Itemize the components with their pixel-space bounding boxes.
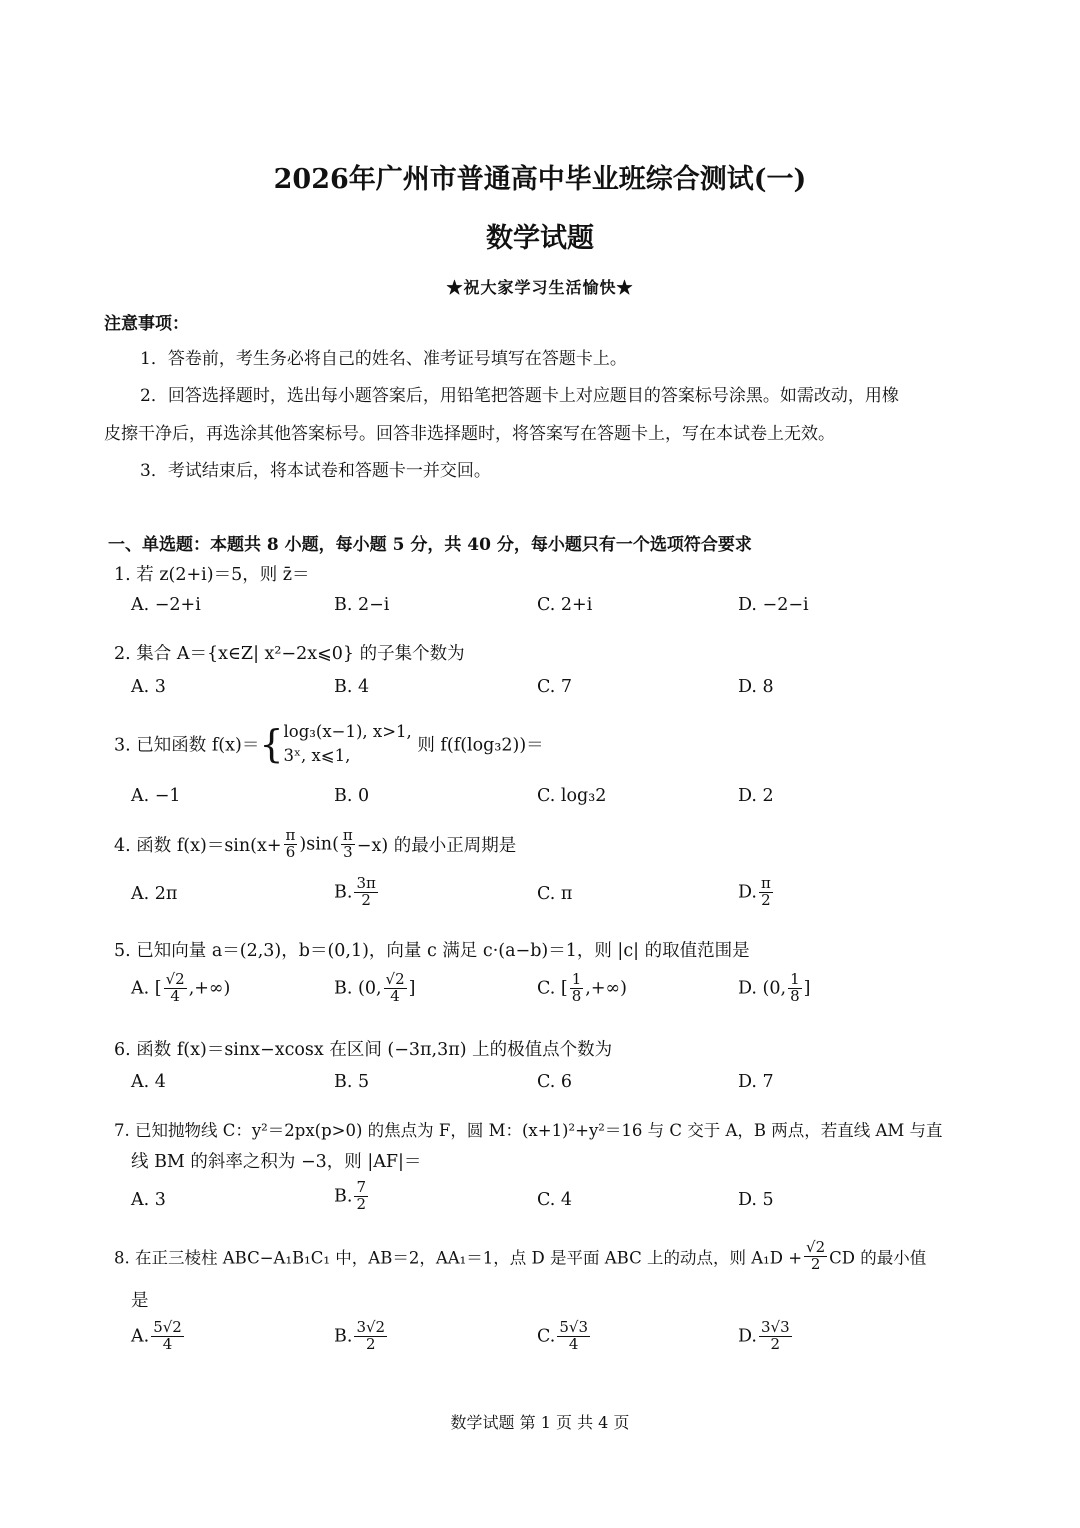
q5-option-a-pre: A. [: [131, 978, 162, 999]
q4-frac-2: [341, 828, 355, 861]
q8-option-a: [131, 1320, 186, 1353]
q8-option-c: [537, 1320, 592, 1353]
q8-option-a-label: A.: [131, 1326, 150, 1347]
q7-option-b-den: 2: [356, 1194, 366, 1213]
q8-option-b-label: B.: [334, 1326, 353, 1347]
q4-option-d-num: π: [760, 874, 771, 892]
question-4-stem: [114, 828, 516, 861]
q8-option-b-num: 3√2: [356, 1318, 386, 1336]
q7-option-b-label: B.: [334, 1186, 353, 1207]
q5-option-a-num: √2: [165, 970, 185, 988]
q8-option-b: [334, 1320, 389, 1353]
q4-option-b-den: 2: [361, 890, 371, 909]
q8-option-a-num: 5√2: [153, 1318, 182, 1336]
question-7-stem-line2: 线 BM 的斜率之积为 −3，则 |AF|＝: [131, 1152, 422, 1172]
section-heading: 一、单选题：本题共 8 小题，每小题 5 分，共 40 分，每小题只有一个选项符合要求: [108, 535, 752, 555]
question-3-stem: [114, 720, 544, 768]
q1-option-a: A. −2+i: [131, 595, 201, 615]
q6-option-a: A. 4: [131, 1072, 166, 1092]
q3-stem-prefix: 3. 已知函数 f(x)＝: [114, 735, 260, 756]
note-item-2a: 2．回答选择题时，选出每小题答案后，用铅笔把答题卡上对应题目的答案标号涂黑。如需改动，用橡: [140, 386, 899, 406]
question-8-stem-line1: [114, 1240, 926, 1273]
q4-frac-2-den: 3: [343, 842, 353, 861]
q3-option-b: B. 0: [334, 786, 370, 806]
q8-stem-suffix: CD 的最小值: [829, 1248, 927, 1268]
q1-option-b: B. 2−i: [334, 595, 390, 615]
q4-option-b-num: 3π: [356, 874, 376, 892]
q8-option-c-den: 4: [568, 1334, 579, 1353]
q4-frac-1-num: π: [285, 826, 296, 844]
note-item-1: 1．答卷前，考生务必将自己的姓名、准考证号填写在答题卡上。: [140, 349, 627, 369]
q4-stem-prefix: 4. 函数 f(x)＝sin(x+: [114, 835, 282, 856]
q5-option-d-num: 1: [790, 970, 800, 988]
q5-option-c: [537, 972, 627, 1005]
exam-subtitle: 数学试题: [486, 223, 594, 254]
q8-option-b-den: 2: [365, 1334, 376, 1353]
q4-option-c: C. π: [537, 884, 573, 904]
piecewise-brace: {: [259, 721, 284, 766]
q8-option-c-label: C.: [537, 1326, 556, 1347]
q8-option-d-label: D.: [738, 1326, 757, 1347]
q4-option-b: [334, 876, 380, 909]
q5-option-b-den: 4: [390, 986, 400, 1005]
q8-option-d-frac: [759, 1320, 792, 1353]
q3-stem-suffix: 则 f(f(log₃2))＝: [417, 735, 544, 756]
q4-stem-suffix: −x) 的最小正周期是: [356, 835, 517, 856]
q4-option-a: A. 2π: [131, 884, 178, 904]
q3-option-a: A. −1: [131, 786, 181, 806]
q2-option-d: D. 8: [738, 677, 774, 697]
q5-option-b: [334, 972, 415, 1005]
q4-frac-1: [284, 828, 298, 861]
q7-option-c: C. 4: [537, 1190, 573, 1210]
q5-option-b-frac: [384, 972, 407, 1005]
q3-piece-2: 3ˣ, x⩽1,: [283, 745, 351, 765]
q3-option-d: D. 2: [738, 786, 774, 806]
q8-stem-prefix: 8. 在正三棱柱 ABC−A₁B₁C₁ 中，AB＝2，AA₁＝1，点 D 是平面 ABC 上的动点，则 A₁D +: [114, 1248, 803, 1268]
q8-stem-frac-den: 2: [810, 1254, 821, 1273]
q7-option-b-frac: [354, 1180, 368, 1213]
q8-option-a-den: 4: [162, 1334, 173, 1353]
q3-piece-1: log₃(x−1), x>1,: [283, 722, 412, 741]
question-2-stem: 2. 集合 A＝{x∈Z| x²−2x⩽0} 的子集个数为: [114, 644, 465, 664]
q5-option-a-frac: [164, 972, 187, 1005]
question-8-stem-line2: 是: [131, 1291, 149, 1311]
q5-option-a: [131, 972, 230, 1005]
q2-option-a: A. 3: [131, 677, 166, 697]
q5-option-c-pre: C. [: [537, 978, 568, 999]
q5-option-c-frac: [570, 972, 584, 1005]
q5-option-b-post: ]: [408, 978, 416, 999]
question-7-stem-line1: 7. 已知抛物线 C：y²＝2px(p>0) 的焦点为 F，圆 M：(x+1)²+y²＝16 与 C 交于 A，B 两点，若直线 AM 与直: [114, 1121, 943, 1140]
q5-option-c-post: ,+∞): [585, 978, 627, 999]
q1-option-d: D. −2−i: [738, 595, 809, 615]
note-item-3: 3．考试结束后，将本试卷和答题卡一并交回。: [140, 461, 491, 481]
question-5-stem: 5. 已知向量 a＝(2,3)，b＝(0,1)，向量 c 满足 c·(a−b)＝1，则 |c| 的取值范围是: [114, 941, 750, 961]
page-footer: 数学试题 第 1 页 共 4 页: [450, 1413, 630, 1432]
q4-option-b-label: B.: [334, 882, 353, 903]
q7-option-b-num: 7: [356, 1178, 366, 1196]
q8-option-d: [738, 1320, 794, 1353]
q5-option-c-num: 1: [571, 970, 582, 988]
q5-option-a-post: ,+∞): [188, 978, 231, 999]
q5-option-a-den: 4: [170, 986, 180, 1005]
q6-option-d: D. 7: [738, 1072, 774, 1092]
motto: ★祝大家学习生活愉快★: [446, 278, 634, 297]
q4-option-d: [738, 876, 775, 909]
question-1-stem: 1. 若 z(2+i)＝5，则 z̄＝: [114, 565, 310, 585]
q2-option-c: C. 7: [537, 677, 573, 697]
q5-option-d-den: 8: [790, 986, 800, 1005]
q5-option-b-pre: B. (0,: [334, 978, 382, 999]
q5-option-c-den: 8: [571, 986, 582, 1005]
q5-option-b-num: √2: [385, 970, 405, 988]
exam-title: 2026年广州市普通高中毕业班综合测试(一): [273, 164, 807, 195]
q4-option-b-frac: [354, 876, 377, 909]
notes-heading: 注意事项：: [104, 314, 189, 334]
q8-option-d-den: 2: [770, 1334, 781, 1353]
q4-option-d-frac: [759, 876, 773, 909]
q4-frac-2-num: π: [342, 826, 353, 844]
q8-option-c-frac: [557, 1320, 590, 1353]
q5-option-d-post: ]: [803, 978, 811, 999]
q4-option-d-label: D.: [738, 882, 757, 903]
q8-option-d-num: 3√3: [760, 1318, 790, 1336]
q5-option-d: [738, 972, 810, 1005]
piecewise-cases: [284, 720, 412, 768]
q2-option-b: B. 4: [334, 677, 370, 697]
q4-stem-mid: )sin(: [299, 834, 339, 855]
q3-option-c: C. log₃2: [537, 786, 607, 806]
question-6-stem: 6. 函数 f(x)＝sinx−xcosx 在区间 (−3π,3π) 上的极值点个数为: [114, 1040, 613, 1060]
q4-frac-1-den: 6: [285, 842, 296, 861]
q6-option-c: C. 6: [537, 1072, 573, 1092]
note-item-2b: 皮擦干净后，再选涂其他答案标号。回答非选择题时，将答案写在答题卡上，写在本试卷上无效。: [104, 424, 835, 444]
q7-option-d: D. 5: [738, 1190, 774, 1210]
q8-option-c-num: 5√3: [559, 1318, 588, 1336]
q1-option-c: C. 2+i: [537, 595, 593, 615]
q8-option-b-frac: [354, 1320, 387, 1353]
q5-option-d-pre: D. (0,: [738, 978, 787, 999]
q8-option-a-frac: [151, 1320, 184, 1353]
q8-stem-frac-num: √2: [806, 1238, 826, 1256]
q6-option-b: B. 5: [334, 1072, 370, 1092]
q8-stem-frac: [804, 1240, 827, 1273]
q4-option-d-den: 2: [761, 890, 771, 909]
q7-option-b: [334, 1180, 370, 1213]
q7-option-a: A. 3: [131, 1190, 166, 1210]
q5-option-d-frac: [788, 972, 802, 1005]
